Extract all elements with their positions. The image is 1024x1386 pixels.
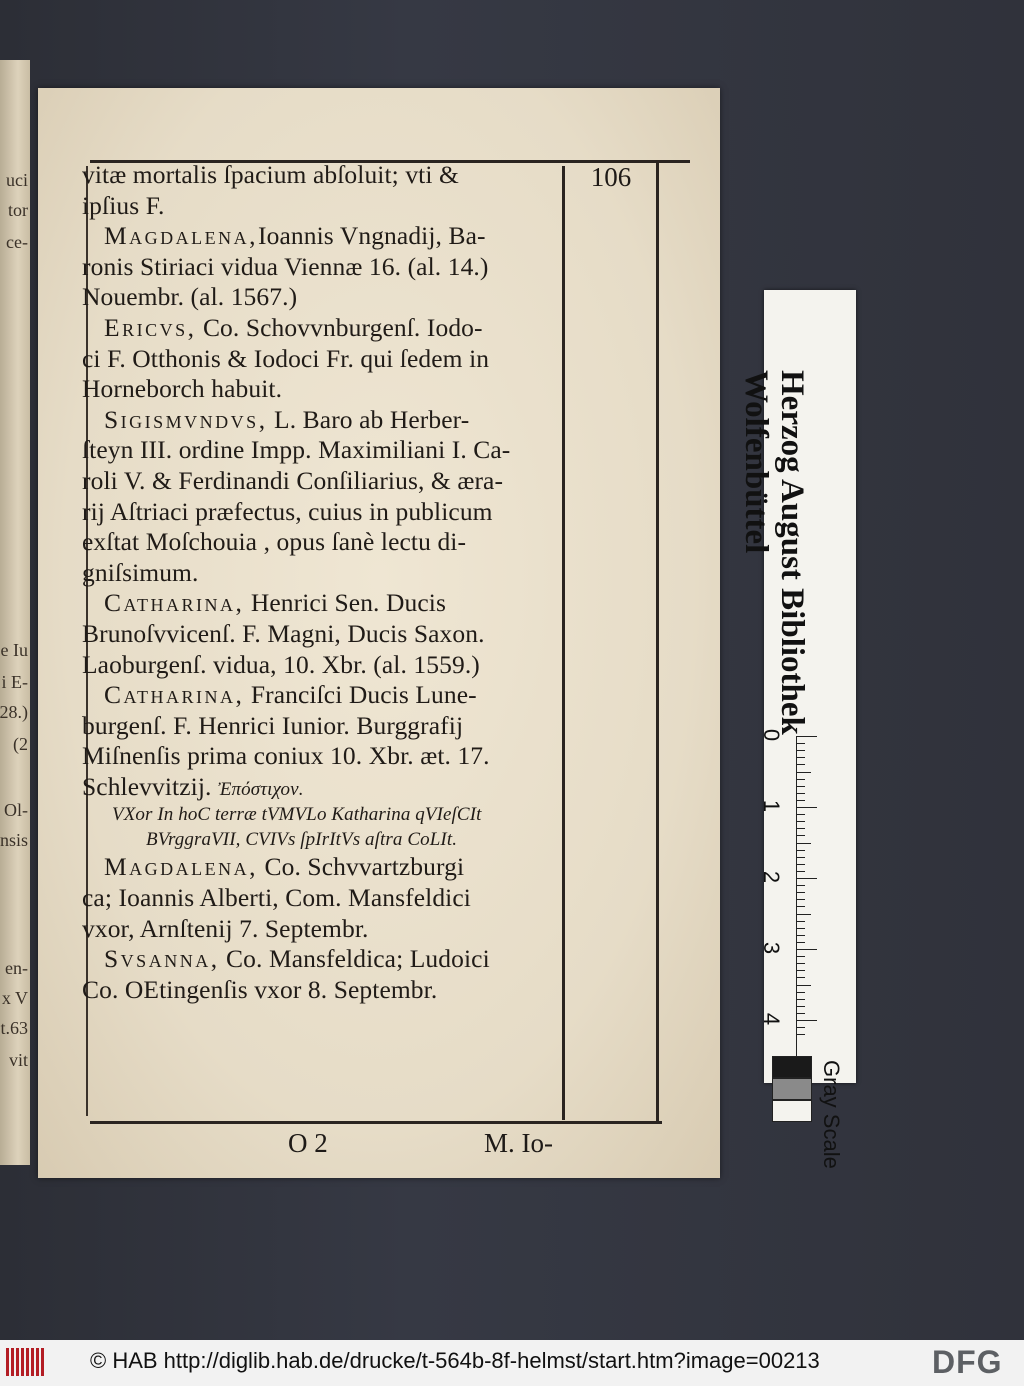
line-text: Co. Schovvnburgenſ. Iodo- — [196, 312, 483, 342]
ruler-tick — [797, 843, 811, 844]
line-text: Co. OEtingenſis vxor 8. Septembr. — [82, 974, 438, 1004]
line-text: L. Baro ab Herber- — [267, 404, 470, 434]
dfg-logo: DFG — [932, 1344, 1003, 1380]
line-text: Franciſci Ducis Lune- — [244, 680, 477, 710]
ruler-tick — [797, 750, 805, 751]
ruler-tick — [797, 835, 805, 836]
ruler-tick — [797, 786, 805, 787]
text-line — [82, 252, 566, 283]
line-text: gniſsimum. — [82, 557, 199, 587]
text-line — [82, 374, 566, 405]
gray-swatch — [772, 1078, 812, 1100]
scale-ruler — [759, 728, 817, 1056]
frame-rule-right — [656, 160, 659, 1122]
line-text: vxor, Arnſtenij 7. Septembr. — [82, 913, 369, 943]
text-line — [82, 883, 566, 914]
line-text: Nouembr. (al. 1567.) — [82, 282, 298, 312]
library-color-card — [738, 290, 856, 1169]
ruler-tick — [797, 828, 805, 829]
line-text: burgenſ. F. Henrici Iunior. Burggrafij — [82, 710, 464, 740]
entry-name: Ericvs, — [104, 312, 197, 342]
ruler-tick — [797, 1034, 805, 1035]
previous-page-fragment: uci — [6, 170, 28, 190]
chronogram-verse: VXor In hoC terræ tVMVLo Katharina qVIeſCIt — [112, 804, 482, 826]
ruler-tick — [797, 779, 805, 780]
previous-page-fragment: e Iu — [0, 640, 28, 660]
text-line — [82, 160, 566, 191]
ruler-tick — [797, 878, 817, 879]
ruler-tick — [797, 772, 811, 773]
ruler-tick — [797, 914, 811, 915]
hab-logo-icon — [6, 1348, 48, 1376]
ruler-tick — [797, 1006, 805, 1007]
ruler-tick — [797, 992, 805, 993]
line-text: vitæ mortalis ſpacium abſoluit; vti & — [82, 160, 459, 189]
previous-page-fragment: ce- — [6, 232, 28, 252]
line-text: exſtat Moſchouia , opus ſanè lectu di- — [82, 527, 467, 557]
ruler-tick — [797, 892, 805, 893]
previous-page-fragment: i E- — [1, 672, 28, 692]
previous-page-fragment: t.63 — [0, 1018, 28, 1038]
previous-page-fragment: vit — [8, 1050, 28, 1070]
frame-rule-bottom — [90, 1121, 662, 1124]
text-line — [82, 914, 566, 945]
entry-name: Sigismvndvs, — [104, 404, 268, 434]
previous-page-fragment: en- — [5, 958, 28, 978]
ruler-number: 0 — [759, 728, 785, 742]
ruler-tick — [797, 814, 805, 815]
page-number: 106 — [590, 162, 632, 192]
previous-page-fragment: tor — [8, 200, 28, 220]
text-line — [82, 435, 566, 466]
line-text: ipſius F. — [82, 190, 165, 220]
ruler-number: 4 — [759, 1012, 785, 1026]
previous-page-fragment: Ol- — [4, 800, 28, 820]
line-text: ſteyn III. ordine Impp. Maximiliani I. Ca- — [82, 435, 511, 465]
gray-swatch — [772, 1100, 812, 1122]
ruler-tick — [797, 1013, 805, 1014]
text-line — [82, 772, 566, 803]
text-line — [82, 619, 566, 650]
line-text: ci F. Otthonis & Iodoci Fr. qui ſedem in — [82, 343, 490, 373]
previous-page-fragment: x V — [1, 988, 28, 1008]
ruler-number: 2 — [759, 870, 785, 884]
gray-swatch — [772, 1056, 812, 1078]
line-text: rij Aſtriaci præfectus, cuius in publicum — [82, 496, 493, 526]
ruler-tick — [797, 906, 805, 907]
text-line — [82, 282, 566, 313]
text-line — [82, 466, 566, 497]
ruler-tick — [797, 821, 805, 822]
ruler-tick — [797, 963, 805, 964]
ruler-tick — [797, 985, 811, 986]
ruler-tick — [797, 885, 805, 886]
line-text: Schlevvitzij. — [82, 771, 218, 801]
ruler-tick — [797, 921, 805, 922]
ruler-tick — [797, 1027, 805, 1028]
greek-heading: Ἐπόστιχον. — [217, 778, 304, 800]
text-line — [82, 588, 566, 619]
line-text: Ioannis Vngnadij, Ba- — [258, 221, 486, 251]
ruler-tick — [797, 864, 805, 865]
ruler-tick — [797, 977, 805, 978]
line-text: Co. Mansfeldica; Ludoici — [219, 944, 490, 974]
entry-name: Catharina, — [104, 588, 245, 618]
text-line — [82, 975, 566, 1006]
line-text: Brunoſvvicenſ. F. Magni, Ducis Saxon. — [82, 618, 485, 648]
text-line — [82, 711, 566, 742]
gray-scale-swatches — [772, 1056, 812, 1122]
ruler-tick — [797, 800, 805, 801]
line-text: Laoburgenſ. vidua, 10. Xbr. (al. 1559.) — [82, 649, 480, 679]
entry-name: Magdalena, — [104, 852, 259, 882]
ruler-tick — [797, 764, 805, 765]
chronogram-verse: BVrggraVII, CVIVs ſpIrItVs aſtra CoLIt. — [146, 829, 458, 851]
entry-name: Svsanna, — [104, 944, 220, 974]
ruler-tick — [797, 899, 805, 900]
previous-page-edge — [0, 60, 30, 1165]
gray-scale-label: Gray Scale — [819, 1060, 844, 1169]
ruler-tick — [797, 871, 805, 872]
text-line — [82, 497, 566, 528]
line-text: roli V. & Ferdinandi Conſiliarius, & æra- — [82, 465, 504, 495]
catchword: M. Io- — [484, 1128, 553, 1158]
ruler-tick — [797, 1020, 817, 1021]
text-line — [82, 313, 566, 344]
line-text: ca; Ioannis Alberti, Com. Mansfeldici — [82, 883, 471, 913]
ruler-tick — [797, 970, 805, 971]
library-name-line2: Wolfenbüttel — [738, 370, 774, 554]
ruler-tick — [797, 736, 817, 737]
previous-page-fragment: nsis — [0, 830, 28, 850]
text-line — [82, 344, 566, 375]
ruler-tick — [797, 942, 805, 943]
entry-name: Magdalena, — [104, 221, 259, 251]
ruler-tick — [797, 807, 817, 808]
text-line — [82, 221, 566, 252]
viewer-footer — [0, 1340, 1024, 1386]
entry-name: Catharina, — [104, 680, 245, 710]
line-text: Co. Schvvartzburgi — [258, 852, 465, 882]
text-line — [82, 558, 566, 589]
ruler-tick — [797, 956, 805, 957]
book-page — [38, 88, 720, 1178]
page-text — [82, 160, 566, 1005]
ruler-tick — [797, 793, 805, 794]
ruler-tick — [797, 743, 805, 744]
ruler-tick — [797, 757, 805, 758]
copyright-link[interactable]: © HAB http://diglib.hab.de/drucke/t-564b-8f-helmst/start.htm?image=00213 — [90, 1348, 820, 1373]
ruler-tick — [797, 857, 805, 858]
previous-page-fragment: (2 — [13, 734, 28, 754]
line-text: Miſnenſis prima coniux 10. Xbr. æt. 17. — [82, 741, 490, 771]
text-line — [82, 191, 566, 222]
text-line — [82, 527, 566, 558]
ruler-tick — [797, 935, 805, 936]
text-line — [82, 650, 566, 681]
text-line — [82, 944, 566, 975]
ruler-tick — [797, 949, 817, 950]
ruler-tick — [797, 850, 805, 851]
ruler-number: 3 — [759, 941, 785, 955]
ruler-number: 1 — [759, 799, 785, 813]
signature-mark: O 2 — [288, 1128, 328, 1158]
text-line — [82, 741, 566, 772]
text-line — [82, 405, 566, 436]
line-text: Horneborch habuit. — [82, 374, 283, 404]
line-text: Henrici Sen. Ducis — [244, 588, 446, 618]
text-line — [82, 680, 566, 711]
ruler-tick — [797, 928, 805, 929]
ruler-tick — [797, 999, 805, 1000]
text-line — [82, 852, 566, 883]
previous-page-fragment: 28.) — [0, 702, 28, 722]
line-text: ronis Stiriaci vidua Viennæ 16. (al. 14.) — [82, 251, 489, 281]
library-name-line1: Herzog August Bibliothek — [774, 370, 810, 735]
